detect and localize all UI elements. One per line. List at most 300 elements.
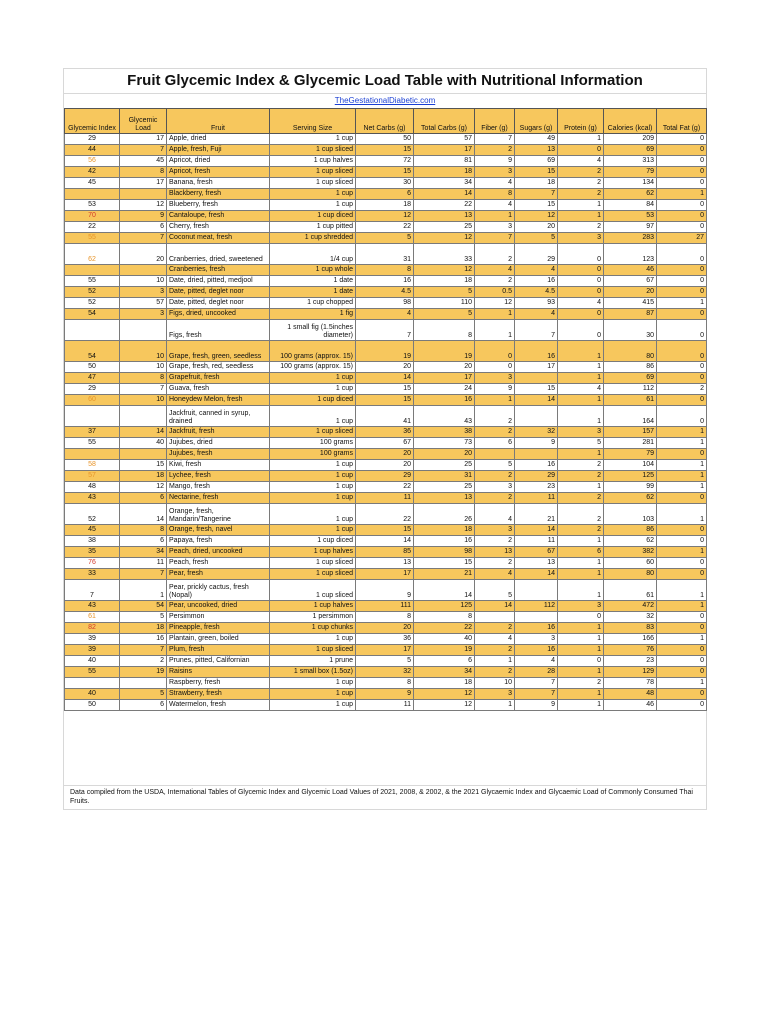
cell-total-fat: 1	[657, 298, 707, 309]
cell-net-carbs: 9	[356, 689, 414, 700]
cell-net-carbs: 19	[356, 341, 414, 362]
cell-protein: 1	[558, 634, 604, 645]
cell-calories: 48	[604, 689, 657, 700]
cell-serving-size: 1 cup halves	[270, 601, 356, 612]
cell-glycemic-index: 56	[65, 156, 120, 167]
table-row	[65, 189, 707, 200]
cell-protein: 1	[558, 373, 604, 384]
cell-total-carbs: 22	[414, 623, 475, 634]
cell-glycemic-index: 39	[65, 634, 120, 645]
cell-protein: 0	[558, 145, 604, 156]
cell-calories: 103	[604, 504, 657, 525]
cell-total-carbs: 24	[414, 384, 475, 395]
cell-fruit: Plum, fresh	[167, 645, 270, 656]
cell-glycemic-index: 45	[65, 178, 120, 189]
cell-total-fat: 0	[657, 134, 707, 145]
cell-total-carbs: 13	[414, 493, 475, 504]
table-row	[65, 547, 707, 558]
cell-fiber: 3	[475, 482, 515, 493]
cell-total-fat: 1	[657, 547, 707, 558]
cell-total-fat: 1	[657, 438, 707, 449]
cell-sugars: 16	[515, 645, 558, 656]
cell-fruit: Honeydew Melon, fresh	[167, 395, 270, 406]
cell-total-carbs: 20	[414, 362, 475, 373]
cell-glycemic-load: 6	[120, 222, 167, 233]
cell-glycemic-index: 52	[65, 287, 120, 298]
cell-sugars: 15	[515, 200, 558, 211]
cell-total-carbs: 125	[414, 601, 475, 612]
cell-calories: 125	[604, 471, 657, 482]
cell-glycemic-index: 55	[65, 438, 120, 449]
cell-calories: 97	[604, 222, 657, 233]
cell-glycemic-load: 45	[120, 156, 167, 167]
table-row	[65, 601, 707, 612]
cell-glycemic-load: 18	[120, 623, 167, 634]
cell-protein: 1	[558, 689, 604, 700]
cell-protein: 4	[558, 156, 604, 167]
table-row	[65, 362, 707, 373]
cell-glycemic-index: 44	[65, 145, 120, 156]
table-row	[65, 320, 707, 341]
cell-glycemic-index: 50	[65, 700, 120, 711]
cell-fiber: 4	[475, 200, 515, 211]
cell-calories: 157	[604, 427, 657, 438]
cell-net-carbs: 85	[356, 547, 414, 558]
cell-calories: 87	[604, 309, 657, 320]
cell-total-fat: 0	[657, 178, 707, 189]
spreadsheet-page	[63, 68, 707, 810]
cell-total-fat: 0	[657, 493, 707, 504]
cell-total-carbs: 16	[414, 395, 475, 406]
cell-net-carbs: 20	[356, 362, 414, 373]
cell-calories: 123	[604, 244, 657, 265]
cell-sugars: 16	[515, 623, 558, 634]
table-row	[65, 167, 707, 178]
cell-glycemic-load: 18	[120, 471, 167, 482]
cell-serving-size: 1 cup	[270, 460, 356, 471]
cell-sugars: 7	[515, 189, 558, 200]
cell-serving-size: 1 cup chopped	[270, 298, 356, 309]
cell-net-carbs: 5	[356, 233, 414, 244]
cell-net-carbs: 32	[356, 667, 414, 678]
cell-calories: 76	[604, 645, 657, 656]
cell-net-carbs: 22	[356, 482, 414, 493]
cell-glycemic-index: 55	[65, 667, 120, 678]
cell-serving-size: 1 cup	[270, 134, 356, 145]
cell-fiber: 0	[475, 341, 515, 362]
cell-fruit: Banana, fresh	[167, 178, 270, 189]
cell-fiber	[475, 449, 515, 460]
cell-net-carbs: 11	[356, 700, 414, 711]
cell-protein: 2	[558, 167, 604, 178]
table-row	[65, 298, 707, 309]
cell-calories: 53	[604, 211, 657, 222]
cell-glycemic-load: 6	[120, 536, 167, 547]
cell-sugars: 20	[515, 222, 558, 233]
cell-sugars: 9	[515, 438, 558, 449]
cell-sugars: 16	[515, 460, 558, 471]
header-row	[65, 109, 707, 134]
table-row	[65, 536, 707, 547]
cell-total-carbs: 57	[414, 134, 475, 145]
cell-total-fat: 0	[657, 667, 707, 678]
cell-glycemic-index	[65, 406, 120, 427]
cell-total-fat: 0	[657, 645, 707, 656]
cell-calories: 60	[604, 558, 657, 569]
cell-total-carbs: 25	[414, 222, 475, 233]
cell-sugars: 5	[515, 233, 558, 244]
cell-total-carbs: 40	[414, 634, 475, 645]
cell-serving-size: 1 cup	[270, 373, 356, 384]
cell-serving-size: 1 prune	[270, 656, 356, 667]
cell-total-fat: 0	[657, 309, 707, 320]
cell-calories: 382	[604, 547, 657, 558]
cell-protein: 2	[558, 460, 604, 471]
cell-fiber: 13	[475, 547, 515, 558]
cell-glycemic-load: 3	[120, 309, 167, 320]
cell-glycemic-index: 58	[65, 460, 120, 471]
cell-glycemic-index: 37	[65, 427, 120, 438]
cell-total-fat: 0	[657, 341, 707, 362]
cell-fruit: Apple, fresh, Fuji	[167, 145, 270, 156]
table-row	[65, 700, 707, 711]
cell-serving-size: 1 cup sliced	[270, 645, 356, 656]
cell-glycemic-index	[65, 265, 120, 276]
cell-glycemic-load: 10	[120, 276, 167, 287]
cell-fruit: Cranberries, dried, sweetened	[167, 244, 270, 265]
cell-calories: 46	[604, 265, 657, 276]
cell-net-carbs: 22	[356, 222, 414, 233]
table-row	[65, 373, 707, 384]
cell-total-fat: 0	[657, 395, 707, 406]
cell-serving-size: 1 cup sliced	[270, 580, 356, 601]
cell-protein: 1	[558, 667, 604, 678]
cell-protein: 2	[558, 525, 604, 536]
cell-glycemic-index: 22	[65, 222, 120, 233]
cell-glycemic-load: 8	[120, 167, 167, 178]
table-row	[65, 493, 707, 504]
cell-total-carbs: 43	[414, 406, 475, 427]
header-serving-size: Serving Size	[270, 109, 356, 134]
table-row	[65, 449, 707, 460]
cell-net-carbs: 50	[356, 134, 414, 145]
cell-glycemic-index: 40	[65, 656, 120, 667]
cell-serving-size: 1 cup	[270, 700, 356, 711]
cell-glycemic-load	[120, 406, 167, 427]
cell-protein: 0	[558, 612, 604, 623]
cell-protein: 1	[558, 341, 604, 362]
cell-serving-size: 1 cup	[270, 189, 356, 200]
cell-protein: 0	[558, 309, 604, 320]
cell-serving-size: 1 cup	[270, 678, 356, 689]
cell-fruit: Blueberry, fresh	[167, 200, 270, 211]
table-row	[65, 504, 707, 525]
cell-total-fat: 0	[657, 320, 707, 341]
cell-glycemic-index: 82	[65, 623, 120, 634]
table-row	[65, 200, 707, 211]
cell-net-carbs: 15	[356, 145, 414, 156]
cell-net-carbs: 8	[356, 265, 414, 276]
cell-serving-size: 1 small fig (1.5inches diameter)	[270, 320, 356, 341]
table-row	[65, 211, 707, 222]
cell-total-carbs: 22	[414, 200, 475, 211]
cell-glycemic-load: 15	[120, 460, 167, 471]
cell-fruit: Figs, dried, uncooked	[167, 309, 270, 320]
cell-total-fat: 0	[657, 449, 707, 460]
cell-glycemic-index: 29	[65, 134, 120, 145]
cell-fiber: 2	[475, 244, 515, 265]
cell-total-fat: 1	[657, 189, 707, 200]
cell-total-fat: 0	[657, 167, 707, 178]
cell-calories: 46	[604, 700, 657, 711]
cell-glycemic-load: 17	[120, 134, 167, 145]
cell-fruit: Jackfruit, fresh	[167, 427, 270, 438]
cell-glycemic-index	[65, 678, 120, 689]
table-row	[65, 427, 707, 438]
cell-fiber: 9	[475, 156, 515, 167]
cell-protein: 0	[558, 244, 604, 265]
cell-protein: 2	[558, 504, 604, 525]
cell-serving-size: 1 date	[270, 276, 356, 287]
cell-serving-size: 100 grams	[270, 449, 356, 460]
cell-total-carbs: 18	[414, 678, 475, 689]
cell-calories: 134	[604, 178, 657, 189]
cell-fiber: 8	[475, 189, 515, 200]
cell-sugars: 28	[515, 667, 558, 678]
cell-calories: 62	[604, 536, 657, 547]
cell-glycemic-load: 34	[120, 547, 167, 558]
table-body	[65, 134, 707, 711]
cell-serving-size: 100 grams	[270, 438, 356, 449]
cell-fiber: 4	[475, 569, 515, 580]
cell-total-carbs: 5	[414, 287, 475, 298]
cell-protein: 4	[558, 298, 604, 309]
cell-sugars: 13	[515, 558, 558, 569]
table-row	[65, 309, 707, 320]
header-fiber: Fiber (g)	[475, 109, 515, 134]
cell-calories: 62	[604, 493, 657, 504]
cell-sugars	[515, 612, 558, 623]
cell-sugars: 13	[515, 145, 558, 156]
cell-glycemic-load: 7	[120, 645, 167, 656]
cell-protein: 3	[558, 601, 604, 612]
cell-total-fat: 0	[657, 244, 707, 265]
cell-serving-size: 1 cup sliced	[270, 569, 356, 580]
cell-total-fat: 0	[657, 700, 707, 711]
cell-net-carbs: 30	[356, 178, 414, 189]
cell-net-carbs: 17	[356, 569, 414, 580]
cell-glycemic-load: 1	[120, 580, 167, 601]
cell-total-carbs: 19	[414, 341, 475, 362]
cell-total-carbs: 8	[414, 320, 475, 341]
cell-net-carbs: 98	[356, 298, 414, 309]
cell-glycemic-load: 57	[120, 298, 167, 309]
cell-total-carbs: 21	[414, 569, 475, 580]
cell-protein: 0	[558, 276, 604, 287]
cell-protein: 1	[558, 580, 604, 601]
table-row	[65, 525, 707, 536]
cell-glycemic-load: 3	[120, 287, 167, 298]
cell-fiber: 7	[475, 134, 515, 145]
cell-glycemic-index: 50	[65, 362, 120, 373]
cell-fiber: 1	[475, 320, 515, 341]
cell-glycemic-index: 48	[65, 482, 120, 493]
cell-fiber: 2	[475, 145, 515, 156]
table-row	[65, 645, 707, 656]
cell-fruit: Grapefruit, fresh	[167, 373, 270, 384]
cell-glycemic-index: 33	[65, 569, 120, 580]
cell-net-carbs: 20	[356, 623, 414, 634]
cell-total-carbs: 14	[414, 580, 475, 601]
cell-fruit: Date, pitted, deglet noor	[167, 287, 270, 298]
cell-glycemic-index: 40	[65, 689, 120, 700]
cell-total-carbs: 15	[414, 558, 475, 569]
cell-total-carbs: 73	[414, 438, 475, 449]
cell-serving-size: 1 cup	[270, 525, 356, 536]
cell-protein: 0	[558, 320, 604, 341]
cell-fruit: Pineapple, fresh	[167, 623, 270, 634]
cell-glycemic-index: 55	[65, 276, 120, 287]
cell-glycemic-index: 61	[65, 612, 120, 623]
cell-net-carbs: 15	[356, 384, 414, 395]
table-row	[65, 471, 707, 482]
cell-fiber: 2	[475, 427, 515, 438]
cell-total-fat: 27	[657, 233, 707, 244]
cell-serving-size: 1 cup sliced	[270, 427, 356, 438]
cell-glycemic-load	[120, 265, 167, 276]
cell-total-carbs: 110	[414, 298, 475, 309]
cell-sugars: 23	[515, 482, 558, 493]
cell-total-carbs: 8	[414, 612, 475, 623]
cell-total-fat: 0	[657, 276, 707, 287]
cell-glycemic-index: 29	[65, 384, 120, 395]
cell-serving-size: 1 cup	[270, 493, 356, 504]
cell-sugars: 3	[515, 634, 558, 645]
cell-glycemic-load: 2	[120, 656, 167, 667]
cell-net-carbs: 72	[356, 156, 414, 167]
cell-net-carbs: 111	[356, 601, 414, 612]
cell-calories: 415	[604, 298, 657, 309]
cell-net-carbs: 4	[356, 309, 414, 320]
cell-total-carbs: 38	[414, 427, 475, 438]
cell-total-fat: 1	[657, 482, 707, 493]
cell-glycemic-load: 11	[120, 558, 167, 569]
cell-sugars: 16	[515, 341, 558, 362]
cell-protein: 1	[558, 700, 604, 711]
cell-fiber: 1	[475, 700, 515, 711]
cell-calories: 61	[604, 580, 657, 601]
cell-fruit: Peach, fresh	[167, 558, 270, 569]
cell-sugars: 67	[515, 547, 558, 558]
cell-total-carbs: 26	[414, 504, 475, 525]
cell-glycemic-load: 7	[120, 569, 167, 580]
cell-total-fat: 1	[657, 504, 707, 525]
cell-sugars: 7	[515, 320, 558, 341]
cell-total-carbs: 25	[414, 482, 475, 493]
cell-serving-size: 1 fig	[270, 309, 356, 320]
cell-total-fat: 0	[657, 656, 707, 667]
cell-fiber: 12	[475, 298, 515, 309]
cell-net-carbs: 67	[356, 438, 414, 449]
cell-total-carbs: 14	[414, 189, 475, 200]
cell-protein: 1	[558, 623, 604, 634]
table-row	[65, 623, 707, 634]
cell-total-fat: 0	[657, 287, 707, 298]
cell-serving-size: 1 cup sliced	[270, 558, 356, 569]
cell-glycemic-index: 39	[65, 645, 120, 656]
cell-total-fat: 0	[657, 222, 707, 233]
cell-serving-size: 1 cup chunks	[270, 623, 356, 634]
cell-glycemic-load: 8	[120, 525, 167, 536]
table-row	[65, 134, 707, 145]
cell-glycemic-index: 52	[65, 504, 120, 525]
cell-protein: 2	[558, 178, 604, 189]
cell-sugars: 32	[515, 427, 558, 438]
table-row	[65, 178, 707, 189]
cell-total-carbs: 12	[414, 700, 475, 711]
page-title: Fruit Glycemic Index & Glycemic Load Table with Nutritional Information	[64, 69, 706, 94]
cell-protein: 2	[558, 678, 604, 689]
cell-fruit: Persimmon	[167, 612, 270, 623]
cell-fruit: Figs, fresh	[167, 320, 270, 341]
cell-sugars: 69	[515, 156, 558, 167]
table-row	[65, 482, 707, 493]
cell-fiber: 2	[475, 406, 515, 427]
source-link[interactable]: TheGestationalDiabetic.com	[64, 94, 706, 109]
cell-serving-size: 1 cup whole	[270, 265, 356, 276]
cell-calories: 86	[604, 525, 657, 536]
cell-calories: 84	[604, 200, 657, 211]
cell-calories: 104	[604, 460, 657, 471]
cell-fiber: 2	[475, 471, 515, 482]
cell-sugars: 14	[515, 569, 558, 580]
cell-fruit: Mango, fresh	[167, 482, 270, 493]
header-protein: Protein (g)	[558, 109, 604, 134]
cell-total-carbs: 81	[414, 156, 475, 167]
cell-fruit: Orange, fresh, navel	[167, 525, 270, 536]
cell-fiber: 0.5	[475, 287, 515, 298]
cell-net-carbs: 18	[356, 200, 414, 211]
cell-fiber: 7	[475, 233, 515, 244]
cell-fruit: Pear, uncooked, dried	[167, 601, 270, 612]
table-row	[65, 287, 707, 298]
cell-fruit: Jackfruit, canned in syrup, drained	[167, 406, 270, 427]
cell-protein: 1	[558, 449, 604, 460]
cell-glycemic-load: 9	[120, 211, 167, 222]
cell-fiber: 5	[475, 460, 515, 471]
cell-total-fat: 0	[657, 265, 707, 276]
cell-total-carbs: 13	[414, 211, 475, 222]
table-row	[65, 438, 707, 449]
table-row	[65, 558, 707, 569]
cell-total-fat: 0	[657, 373, 707, 384]
cell-total-fat: 0	[657, 525, 707, 536]
cell-calories: 80	[604, 569, 657, 580]
cell-fiber: 6	[475, 438, 515, 449]
cell-fruit: Strawberry, fresh	[167, 689, 270, 700]
header-glycemic-load: Glycemic Load	[120, 109, 167, 134]
cell-protein: 1	[558, 536, 604, 547]
cell-glycemic-index: 57	[65, 471, 120, 482]
cell-sugars: 93	[515, 298, 558, 309]
cell-glycemic-load: 16	[120, 634, 167, 645]
cell-fiber: 1	[475, 211, 515, 222]
cell-fiber: 3	[475, 689, 515, 700]
cell-protein: 1	[558, 482, 604, 493]
cell-glycemic-index: 70	[65, 211, 120, 222]
cell-fiber: 0	[475, 362, 515, 373]
cell-glycemic-index	[65, 189, 120, 200]
